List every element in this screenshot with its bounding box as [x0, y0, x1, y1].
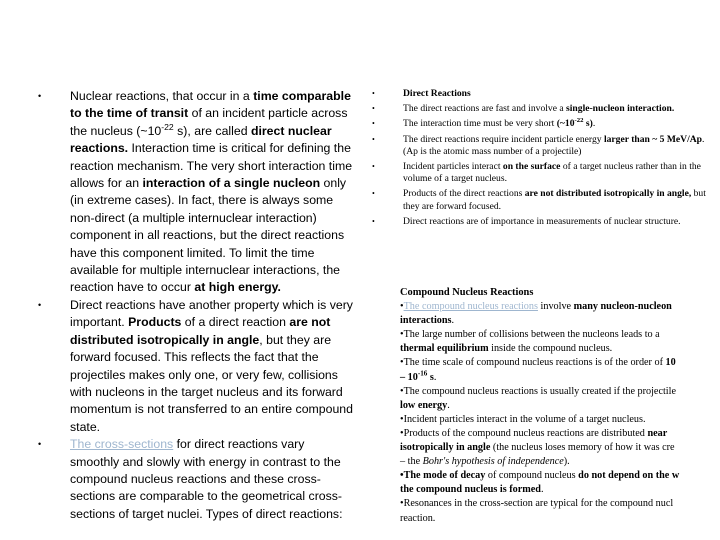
cross-sections-link[interactable]: The cross-sections — [70, 437, 174, 452]
text: but they are forward focused. — [403, 188, 706, 212]
list-item — [372, 118, 720, 130]
text: (the nucleus loses memory of how it was cre — [490, 442, 675, 454]
text: . — [540, 484, 544, 496]
section-title: Compound Nucleus Reactions — [400, 287, 534, 298]
text-line — [400, 342, 720, 356]
text: involve — [537, 301, 574, 313]
left-column — [38, 88, 354, 523]
text-bold: s) — [583, 118, 593, 130]
text-bold: interactions — [400, 315, 452, 327]
superscript: -22 — [161, 121, 174, 132]
text-line — [400, 399, 720, 413]
text: of an incident particle across the nucleus (~10 — [70, 106, 348, 138]
text: only (in extreme cases). In fact, there is always some non-direct (a multiple internuclear interaction) component in all reactions, but the direct reactions have this component limited. To limit the time available for multiple internuclear interactions, the reaction have to occur — [70, 176, 347, 295]
text-line — [400, 455, 720, 469]
text: . — [433, 371, 437, 383]
text-bold: single-nucleon interaction. — [566, 103, 675, 115]
list-item — [372, 188, 720, 212]
text-line — [400, 300, 720, 314]
text-bold: are not distributed isotropically in angle — [70, 315, 331, 347]
text-line — [400, 356, 720, 370]
text-bold: larger than ~ 5 MeV/Ap — [603, 133, 703, 145]
list-item — [372, 216, 720, 228]
section-title: Direct Reactions — [403, 88, 471, 99]
text: ). — [563, 456, 570, 468]
superscript: -22 — [574, 117, 584, 125]
superscript: -16 — [417, 369, 428, 378]
text: Products of the direct reactions — [403, 188, 525, 200]
text: Nuclear reactions, that occur in a — [70, 89, 254, 103]
text: The direct reactions require incident particle energy — [403, 133, 604, 145]
text-line — [400, 512, 720, 526]
text-bold: direct nuclear reactions. — [70, 123, 332, 156]
text: The direct reactions are fast and involve a — [403, 103, 567, 115]
list-item — [372, 134, 720, 158]
text-line — [400, 413, 720, 427]
text-bold: interaction of a single nucleon — [142, 176, 321, 191]
text: inside the compound nucleus. — [488, 343, 613, 355]
text-bold: low energy — [400, 399, 448, 411]
text-line — [400, 441, 720, 455]
text: for direct reactions vary smoothly and slowly with energy in contrast to the compound nucleus reactions and these cross-sections are comparable to the geometrical cross-sections of target nuclei. Types of direct reactions: — [70, 437, 343, 521]
bullet: • — [38, 299, 42, 310]
text-line — [400, 427, 720, 441]
bullet: • — [372, 162, 375, 172]
text-bold: near — [647, 427, 668, 439]
text-bold: time comparable to the time of transit — [70, 89, 351, 121]
bullet: • — [372, 104, 375, 114]
text: Interaction time is critical for defining the reaction mechanism. The very short interaction time allows for an — [70, 141, 353, 191]
bullet: • — [372, 216, 375, 226]
text-line — [400, 371, 720, 385]
text: Direct reactions have another property which is very important. — [70, 297, 353, 330]
text-bold: – 10 — [400, 371, 418, 383]
text: of compound nucleus — [485, 470, 579, 482]
text-line — [400, 385, 720, 399]
compound-nucleus-reactions-link[interactable]: The compound nucleus reactions — [403, 301, 538, 313]
list-item — [38, 88, 354, 297]
list-item — [372, 103, 720, 115]
text-bold: thermal equilibrium — [400, 343, 489, 355]
text: , but they are forward focused. This reflects the fact that the projectiles makes only one, or very few, collisions with nucleons in the target nucleus and its forward momentum is not transferred to an entire compound state. — [70, 332, 353, 434]
list-item — [372, 88, 720, 100]
bullet: • — [372, 119, 375, 129]
text-bold: (~10 — [556, 118, 575, 130]
text: . — [451, 315, 455, 327]
text: •The large number of collisions between the nucleons leads to a — [400, 329, 660, 341]
text: •Incident particles interact in the volume of a target nucleus. — [400, 413, 646, 425]
text-line — [400, 483, 720, 497]
text-bold: •The mode of decay — [400, 470, 486, 482]
list-item — [38, 297, 354, 436]
text-bold: 10 — [665, 357, 676, 369]
text-bold: s — [427, 371, 434, 383]
text-bold: at high energy. — [194, 280, 281, 295]
text: . — [447, 399, 450, 411]
bullet: • — [400, 301, 404, 313]
bullet: • — [372, 89, 375, 98]
text-line — [400, 497, 720, 511]
text: •Resonances in the cross-section are typical for the compound nucl — [400, 498, 674, 510]
text-bold: on the surface — [502, 161, 561, 173]
bullet: • — [38, 439, 42, 450]
text-bold: isotropically in angle — [400, 442, 491, 454]
text: •The compound nucleus reactions is usually created if the projectile — [400, 385, 676, 397]
text: of a target nucleus rather than in the volume of a target nucleus. — [403, 161, 701, 185]
text: . — [592, 118, 596, 130]
text-bold: Products — [128, 315, 182, 330]
list-item — [38, 436, 354, 523]
text-italic: Bohr's hypothesis of independence — [422, 456, 564, 468]
text: . (Ap is the atomic mass number of a projectile) — [403, 133, 705, 157]
text: Direct reactions are of importance in measurements of nuclear structure. — [403, 215, 681, 227]
text-line — [400, 469, 720, 483]
text: Incident particles interact — [403, 161, 503, 173]
compound-nucleus-section — [400, 286, 720, 526]
text: •The time scale of compound nucleus reactions is of the order of — [400, 357, 666, 369]
text-line — [400, 328, 720, 342]
text: The interaction time must be very short — [403, 118, 557, 130]
list-item — [372, 161, 720, 185]
text-line — [400, 314, 720, 328]
text: of a direct reaction — [181, 315, 290, 330]
bullet: • — [372, 134, 375, 144]
bullet: • — [372, 189, 375, 199]
text-bold: are not distributed isotropically in angle, — [524, 188, 692, 200]
text: – the — [400, 456, 423, 468]
text: s), are called — [173, 123, 251, 138]
text: reaction. — [400, 512, 436, 524]
text-bold: the compound nucleus is formed — [400, 484, 541, 496]
bullet: • — [38, 91, 42, 101]
text-bold: many nucleon-nucleon — [573, 301, 672, 313]
text-bold: do not depend on the w — [578, 470, 680, 482]
text: •Products of the compound nucleus reactions are distributed — [400, 427, 648, 439]
right-column — [372, 88, 720, 231]
